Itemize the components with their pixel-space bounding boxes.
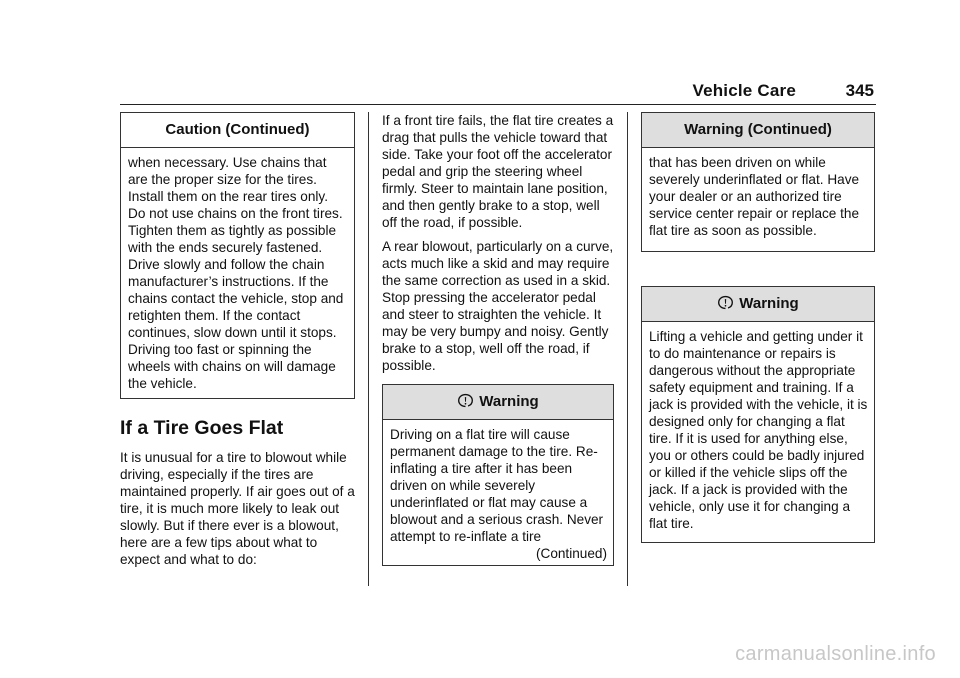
warning-continued-text: that has been driven on while severely underinflated or flat. Have your dealer or an authorized tire service center repair or replace the flat tire as soon as possible. [649, 155, 860, 238]
warning-symbol-icon [717, 290, 734, 324]
warning-continued-title: Warning (Continued) [642, 113, 874, 148]
caution-box [120, 112, 355, 399]
warning-box-text: Lifting a vehicle and getting under it to do maintenance or repairs is dangerous without the appropriate safety equipment and training. If a jack is provided with the vehicle, it is designed only for changing a flat tire. If it is used for anything else, you or others could be badly injured or killed if the vehicle slips off the jack. If a jack is provided with the vehicle, only use it for changing a flat tire. [649, 329, 868, 531]
header-section-title: Vehicle Care [692, 81, 796, 100]
warning-box-title: Warning [479, 393, 539, 410]
page-header [120, 80, 876, 105]
section-body [120, 449, 355, 568]
column-divider [627, 112, 628, 586]
warning-box-text: Driving on a flat tire will cause permanent damage to the tire. Re-inflating a tire after it has been driven on while severely underinflated or flat may cause a blowout and a serious crash. Never attempt to re-inflate a tire [390, 427, 604, 544]
column-3 [641, 112, 875, 543]
warning-box-body [383, 420, 613, 565]
continued-label: (Continued) [535, 546, 607, 561]
caution-box-title: Caution (Continued) [121, 113, 354, 148]
column-2-body [382, 112, 614, 374]
warning-box-header [383, 385, 613, 420]
warning-box-body [642, 322, 874, 542]
section-title: If a Tire Goes Flat [120, 417, 284, 439]
warning-box-header [642, 287, 874, 322]
warning-box-title: Warning [739, 295, 799, 312]
warning-box [382, 384, 614, 566]
warning-continued-body [642, 148, 874, 251]
paragraph: If a front tire fails, the flat tire creates a drag that pulls the vehicle toward that side. Take your foot off the accelerator pedal and grip the steering wheel firmly. Steer to maintain lane position, and then gently brake to a stop, well off the road, if possible. [382, 113, 614, 230]
warning-box [641, 286, 875, 543]
page-number: 345 [845, 81, 874, 100]
column-1 [120, 112, 355, 575]
paragraph: It is unusual for a tire to blowout while driving, especially if the tires are maintained properly. If air goes out of a tire, it is much more likely to leak out slowly. But if there ever is a blowout, here are a few tips about what to expect and what to do: [120, 450, 355, 567]
caution-box-body [121, 148, 354, 398]
paragraph: A rear blowout, particularly on a curve, acts much like a skid and may require the same correction as used in a skid. Stop pressing the accelerator pedal and steer to straighten the vehicle. It may be very bumpy and noisy. Gently brake to a stop, well off the road, if possible. [382, 239, 614, 373]
column-2 [382, 112, 614, 566]
watermark: carmanualsonline.info [735, 643, 936, 665]
warning-symbol-icon [457, 388, 474, 422]
column-divider [368, 112, 369, 586]
caution-box-text: when necessary. Use chains that are the proper size for the tires. Install them on the rear tires only. Do not use chains on the front tires. Tighten them as tightly as possible with the ends securely fastened. Drive slowly and follow the chain manufacturer’s instructions. If the chains contact the vehicle, stop and retighten them. If the contact continues, slow down until it stops. Driving too fast or spinning the wheels with chains on will damage the vehicle. [128, 155, 344, 391]
warning-continued-box [641, 112, 875, 252]
